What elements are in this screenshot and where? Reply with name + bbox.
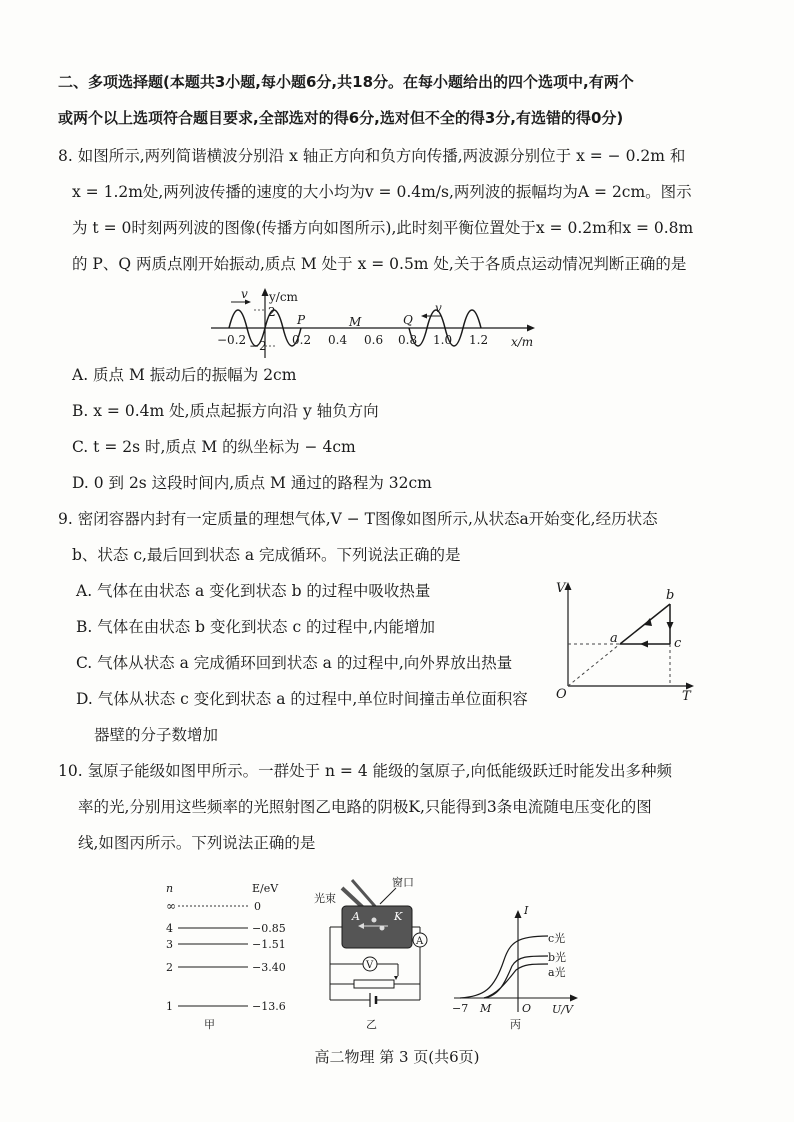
q10-a-light-label: a光 <box>548 966 566 979</box>
q9-state-c: c <box>674 636 682 651</box>
q8-y-axis-label: y/cm <box>269 290 298 304</box>
q10-circuit-figure <box>308 872 440 1034</box>
q9-vt-figure <box>548 574 700 702</box>
q10-stem-line-2: 率的光,分别用这些频率的光照射图乙电路的阴极K,只能得到3条电流随电压变化的图 <box>78 798 652 816</box>
q10-stem-line-3: 线,如图丙所示。下列说法正确的是 <box>78 834 316 852</box>
q10-c-light-label: c光 <box>548 932 566 945</box>
q8-y-tick-neg: −2 <box>249 339 267 353</box>
q10-level-e: −3.40 <box>252 961 286 974</box>
q8-stem-line-2: x = 1.2m处,两列波传播的速度的大小均为v = 0.4m/s,两列波的振幅均为A = 2cm。图示 <box>72 183 692 201</box>
q9-axis-t: T <box>682 689 691 702</box>
q9-option-d: D. 气体从状态 c 变化到状态 a 的过程中,单位时间撞击单位面积容 <box>76 690 528 708</box>
q10-energy-level-figure <box>160 880 295 1030</box>
q9-origin: O <box>556 687 567 702</box>
q10-caption-bing: 丙 <box>510 1018 521 1030</box>
q8-tick: 1.2 <box>469 333 489 347</box>
section-title-line-2: 或两个以上选项符合题目要求,全部选对的得6分,选对但不全的得3分,有选错的得0分) <box>58 109 624 127</box>
q10-level-n: 4 <box>166 922 173 935</box>
q8-stem-line-3: 为 t = 0时刻两列波的图像(传播方向如图所示),此时刻平衡位置处于x = 0.2m和x = 0.8m <box>72 219 694 237</box>
q8-x-axis-label: x/m <box>511 335 534 349</box>
q10-e-label: E/eV <box>252 882 279 895</box>
q10-o-label: O <box>522 1002 532 1015</box>
q9-stem-line-1: 9. 密闭容器内封有一定质量的理想气体,V − T图像如图所示,从状态a开始变化,经历状态 <box>58 510 658 528</box>
q8-v-label-left: v <box>241 287 248 301</box>
page-footer: 高二物理 第 3 页(共6页) <box>314 1048 480 1066</box>
q10-iu-curve-figure <box>448 900 590 1030</box>
q10-n-label: n <box>166 882 174 895</box>
q10-level-n: 1 <box>166 1000 173 1013</box>
q9-state-a: a <box>610 631 618 646</box>
q10-level-n: ∞ <box>166 899 176 913</box>
q10-level-e: −13.6 <box>252 1000 286 1013</box>
q8-v-label-right: v <box>435 301 442 315</box>
q8-tick: −0.2 <box>217 333 247 347</box>
q10-anode-label: A <box>352 910 360 923</box>
q9-stem-line-2: b、状态 c,最后回到状态 a 完成循环。下列说法正确的是 <box>72 546 461 564</box>
q8-point-m: M <box>349 315 362 329</box>
q10-ammeter-label: A <box>416 936 424 947</box>
q8-stem-line-4: 的 P、Q 两质点刚开始振动,质点 M 处于 x = 0.5m 处,关于各质点运动情况判断正确的是 <box>72 255 687 273</box>
q10-level-e: −0.85 <box>252 922 286 935</box>
q9-option-a: A. 气体在由状态 a 变化到状态 b 的过程中吸收热量 <box>76 582 431 600</box>
q10-beam-label: 光束 <box>314 892 336 905</box>
q8-option-c: C. t = 2s 时,质点 M 的纵坐标为 − 4cm <box>72 438 356 456</box>
q8-tick: 0.6 <box>364 333 384 347</box>
q10-u-axis-label: U/V <box>552 1003 573 1016</box>
q10-level-e: −1.51 <box>252 938 286 951</box>
q10-level-n: 2 <box>166 961 173 974</box>
q8-tick: 0.4 <box>328 333 348 347</box>
q9-option-c: C. 气体从状态 a 完成循环回到状态 a 的过程中,向外界放出热量 <box>76 654 513 672</box>
q9-axis-v: V <box>556 581 566 596</box>
q10-i-axis-label: I <box>524 904 529 917</box>
q8-option-d: D. 0 到 2s 这段时间内,质点 M 通过的路程为 32cm <box>72 474 432 492</box>
q10-m-label: M <box>480 1002 492 1015</box>
q10-stem-line-1: 10. 氢原子能级如图甲所示。一群处于 n = 4 能级的氢原子,向低能级跃迁时能发出多种频 <box>58 762 673 780</box>
section-title-line-1: 二、多项选择题(本题共3小题,每小题6分,共18分。在每小题给出的四个选项中,有两个 <box>58 73 634 91</box>
q9-option-b: B. 气体在由状态 b 变化到状态 c 的过程中,内能增加 <box>76 618 435 636</box>
q8-point-p: P <box>297 313 306 327</box>
q10-caption-yi: 乙 <box>366 1018 377 1031</box>
q10-neg7-label: −7 <box>452 1002 469 1015</box>
q10-voltmeter-label: V <box>366 960 374 971</box>
q8-option-b: B. x = 0.4m 处,质点起振方向沿 y 轴负方向 <box>72 402 379 420</box>
q8-tick: 1.0 <box>433 333 453 347</box>
q8-tick: 0.8 <box>398 333 418 347</box>
q10-cathode-label: K <box>394 910 403 923</box>
q8-point-q: Q <box>403 313 413 327</box>
q10-caption-jia: 甲 <box>204 1018 215 1030</box>
q8-wave-figure <box>205 284 545 362</box>
q8-option-a: A. 质点 M 振动后的振幅为 2cm <box>72 366 297 384</box>
q8-y-tick-pos: 2 <box>268 305 276 319</box>
q10-level-n: 3 <box>166 938 173 951</box>
q10-window-label: 窗口 <box>392 876 414 889</box>
q10-level-e: 0 <box>254 900 261 913</box>
q8-stem-line-1: 8. 如图所示,两列简谐横波分别沿 x 轴正方向和负方向传播,两波源分别位于 x = − 0.2m 和 <box>58 147 686 165</box>
q9-option-d-continued: 器壁的分子数增加 <box>94 726 219 744</box>
q8-tick: 0.2 <box>292 333 312 347</box>
q10-b-light-label: b光 <box>548 951 567 964</box>
q9-state-b: b <box>666 588 675 603</box>
